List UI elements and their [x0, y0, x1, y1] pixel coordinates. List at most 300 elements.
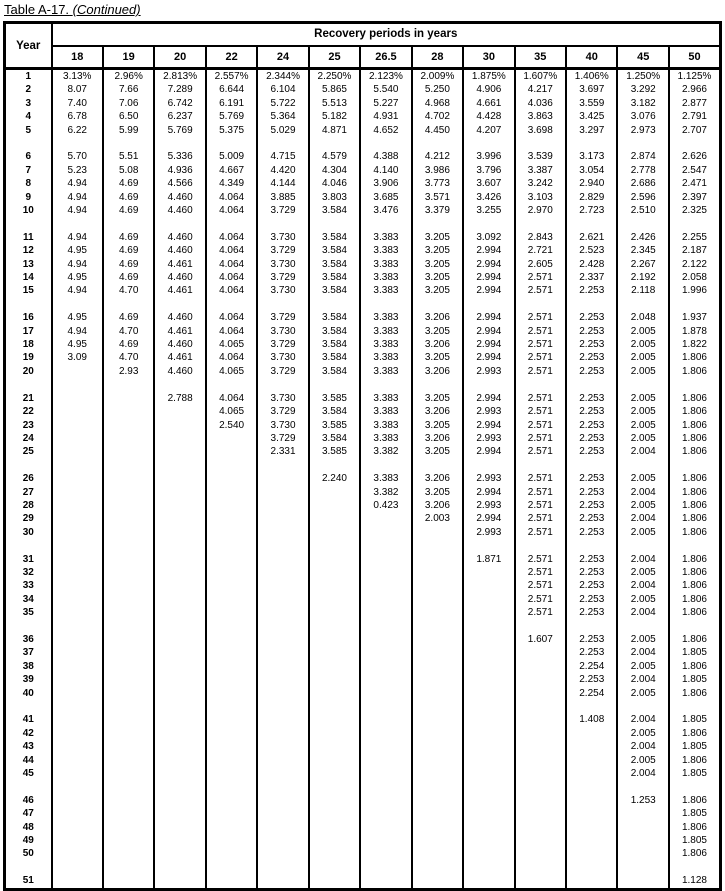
value-cell [103, 499, 154, 512]
value-cell [617, 217, 668, 230]
table-row [5, 606, 721, 619]
value-cell: 2.510 [617, 204, 668, 217]
value-cell: 2.994 [463, 351, 514, 364]
value-cell [669, 298, 721, 311]
value-cell: 5.722 [257, 97, 308, 110]
value-cell: 3.206 [412, 499, 463, 512]
table-row [5, 271, 721, 284]
value-cell [412, 660, 463, 673]
value-cell: 2.004 [617, 606, 668, 619]
year-cell [5, 861, 52, 874]
value-cell: 2.571 [515, 271, 566, 284]
value-cell: 1.806 [669, 499, 721, 512]
value-cell: 4.69 [103, 258, 154, 271]
value-cell: 4.064 [206, 244, 257, 257]
value-cell: 2.005 [617, 727, 668, 740]
value-cell [52, 512, 103, 525]
table-row [5, 673, 721, 686]
year-cell: 50 [5, 847, 52, 860]
value-cell: 3.205 [412, 392, 463, 405]
value-cell [309, 794, 360, 807]
value-cell [360, 794, 411, 807]
value-cell [52, 392, 103, 405]
value-cell [154, 700, 205, 713]
value-cell [103, 821, 154, 834]
value-cell [463, 217, 514, 230]
value-cell [412, 780, 463, 793]
value-cell: 3.425 [566, 110, 617, 123]
value-cell: 2.571 [515, 526, 566, 539]
value-cell: 3.906 [360, 177, 411, 190]
group-gap-row [5, 217, 721, 230]
value-cell: 4.661 [463, 97, 514, 110]
value-cell [463, 874, 514, 889]
value-cell: 2.993 [463, 405, 514, 418]
value-cell [463, 539, 514, 552]
value-cell: 6.191 [206, 97, 257, 110]
value-cell: 2.005 [617, 365, 668, 378]
value-cell: 5.70 [52, 150, 103, 163]
value-cell [412, 137, 463, 150]
value-cell: 3.584 [309, 258, 360, 271]
value-cell: 4.652 [360, 124, 411, 137]
year-cell: 8 [5, 177, 52, 190]
value-cell: 3.729 [257, 365, 308, 378]
table-header [5, 23, 721, 69]
value-cell [515, 298, 566, 311]
value-cell [206, 780, 257, 793]
value-cell [154, 432, 205, 445]
value-cell: 4.69 [103, 204, 154, 217]
value-cell: 3.383 [360, 338, 411, 351]
value-cell: 4.968 [412, 97, 463, 110]
value-cell: 1.607 [515, 633, 566, 646]
value-cell [360, 566, 411, 579]
value-cell: 3.383 [360, 311, 411, 324]
value-cell: 2.005 [617, 392, 668, 405]
value-cell: 3.584 [309, 244, 360, 257]
value-cell: 4.931 [360, 110, 411, 123]
value-cell: 2.003 [412, 512, 463, 525]
value-cell [360, 378, 411, 391]
value-cell [566, 861, 617, 874]
value-cell: 3.729 [257, 405, 308, 418]
value-cell [617, 378, 668, 391]
group-gap-row [5, 620, 721, 633]
value-cell [103, 700, 154, 713]
value-cell: 5.250 [412, 83, 463, 96]
value-cell: 2.254 [566, 660, 617, 673]
value-cell [617, 298, 668, 311]
value-cell [154, 539, 205, 552]
year-cell [5, 459, 52, 472]
value-cell: 1.806 [669, 512, 721, 525]
value-cell [103, 486, 154, 499]
value-cell: 4.460 [154, 191, 205, 204]
value-cell: 3.697 [566, 83, 617, 96]
value-cell [515, 378, 566, 391]
value-cell: 1.806 [669, 419, 721, 432]
value-cell: 4.69 [103, 231, 154, 244]
value-cell [257, 526, 308, 539]
value-cell [412, 673, 463, 686]
value-cell [52, 405, 103, 418]
value-cell: 2.005 [617, 432, 668, 445]
value-cell [154, 673, 205, 686]
value-cell [154, 419, 205, 432]
year-cell: 6 [5, 150, 52, 163]
value-cell [360, 740, 411, 753]
value-cell [617, 780, 668, 793]
value-cell: 2.253 [566, 593, 617, 606]
value-cell: 3.476 [360, 204, 411, 217]
value-cell: 3.383 [360, 405, 411, 418]
value-cell [463, 673, 514, 686]
value-cell [154, 579, 205, 592]
value-cell [515, 700, 566, 713]
value-cell: 1.875% [463, 69, 514, 84]
value-cell [257, 700, 308, 713]
value-cell: 4.388 [360, 150, 411, 163]
value-cell [463, 633, 514, 646]
value-cell: 2.337 [566, 271, 617, 284]
value-cell: 2.009% [412, 69, 463, 84]
value-cell: 2.004 [617, 740, 668, 753]
value-cell [309, 566, 360, 579]
value-cell: 3.383 [360, 351, 411, 364]
value-cell [360, 861, 411, 874]
value-cell [412, 526, 463, 539]
value-cell [52, 486, 103, 499]
value-cell: 2.005 [617, 499, 668, 512]
table-row [5, 767, 721, 780]
value-cell [309, 298, 360, 311]
value-cell: 4.69 [103, 244, 154, 257]
value-cell: 4.461 [154, 284, 205, 297]
value-cell [103, 660, 154, 673]
value-cell: 6.50 [103, 110, 154, 123]
year-cell: 28 [5, 499, 52, 512]
value-cell: 2.428 [566, 258, 617, 271]
value-cell [257, 713, 308, 726]
value-cell [360, 526, 411, 539]
value-cell: 3.863 [515, 110, 566, 123]
column-header: 35 [515, 46, 566, 69]
value-cell: 3.730 [257, 419, 308, 432]
value-cell: 2.571 [515, 338, 566, 351]
value-cell: 4.94 [52, 284, 103, 297]
value-cell: 2.571 [515, 486, 566, 499]
value-cell [257, 821, 308, 834]
value-cell: 4.94 [52, 258, 103, 271]
value-cell [206, 767, 257, 780]
year-cell: 39 [5, 673, 52, 686]
table-row [5, 392, 721, 405]
value-cell [257, 539, 308, 552]
value-cell: 4.217 [515, 83, 566, 96]
value-cell [52, 606, 103, 619]
column-header: 30 [463, 46, 514, 69]
value-cell [103, 847, 154, 860]
value-cell [154, 821, 205, 834]
value-cell: 3.584 [309, 284, 360, 297]
value-cell: 2.993 [463, 526, 514, 539]
value-cell [515, 767, 566, 780]
value-cell [566, 459, 617, 472]
table-row [5, 69, 721, 84]
value-cell: 3.054 [566, 164, 617, 177]
value-cell [52, 499, 103, 512]
value-cell: 4.95 [52, 338, 103, 351]
value-cell: 3.584 [309, 204, 360, 217]
value-cell [669, 861, 721, 874]
value-cell: 4.69 [103, 177, 154, 190]
value-cell [360, 606, 411, 619]
value-cell [154, 727, 205, 740]
value-cell [309, 217, 360, 230]
value-cell: 6.104 [257, 83, 308, 96]
value-cell [52, 472, 103, 485]
value-cell [412, 539, 463, 552]
value-cell: 2.829 [566, 191, 617, 204]
value-cell: 2.253 [566, 325, 617, 338]
table-row [5, 110, 721, 123]
value-cell [154, 378, 205, 391]
year-cell: 10 [5, 204, 52, 217]
value-cell [566, 620, 617, 633]
value-cell [617, 137, 668, 150]
value-cell: 2.005 [617, 325, 668, 338]
value-cell [52, 834, 103, 847]
value-cell [617, 620, 668, 633]
value-cell: 2.253 [566, 579, 617, 592]
value-cell [463, 593, 514, 606]
value-cell: 4.450 [412, 124, 463, 137]
year-cell: 19 [5, 351, 52, 364]
value-cell: 3.729 [257, 244, 308, 257]
value-cell [103, 780, 154, 793]
year-cell: 30 [5, 526, 52, 539]
value-cell: 2.004 [617, 486, 668, 499]
value-cell [257, 767, 308, 780]
value-cell: 2.004 [617, 767, 668, 780]
table-row [5, 191, 721, 204]
value-cell [617, 539, 668, 552]
value-cell [463, 606, 514, 619]
value-cell: 3.729 [257, 204, 308, 217]
year-cell [5, 298, 52, 311]
value-cell [515, 539, 566, 552]
value-cell [566, 807, 617, 820]
value-cell: 1.806 [669, 365, 721, 378]
value-cell: 2.255 [669, 231, 721, 244]
value-cell: 2.813% [154, 69, 205, 84]
value-cell [257, 834, 308, 847]
value-cell [360, 512, 411, 525]
value-cell [103, 472, 154, 485]
value-cell [566, 137, 617, 150]
value-cell [309, 579, 360, 592]
value-cell: 4.064 [206, 284, 257, 297]
value-cell [103, 834, 154, 847]
year-cell [5, 700, 52, 713]
value-cell: 2.267 [617, 258, 668, 271]
value-cell [206, 472, 257, 485]
value-cell: 3.205 [412, 258, 463, 271]
value-cell: 4.94 [52, 231, 103, 244]
value-cell: 2.005 [617, 405, 668, 418]
value-cell [52, 687, 103, 700]
value-cell [52, 137, 103, 150]
year-cell: 32 [5, 566, 52, 579]
value-cell [412, 740, 463, 753]
value-cell: 3.173 [566, 150, 617, 163]
value-cell: 4.064 [206, 271, 257, 284]
value-cell: 3.996 [463, 150, 514, 163]
value-cell: 4.906 [463, 83, 514, 96]
value-cell [206, 700, 257, 713]
value-cell [206, 740, 257, 753]
value-cell [103, 459, 154, 472]
value-cell [309, 660, 360, 673]
year-cell [5, 539, 52, 552]
value-cell: 3.585 [309, 392, 360, 405]
table-row [5, 204, 721, 217]
value-cell [463, 566, 514, 579]
value-cell: 2.005 [617, 754, 668, 767]
value-cell: 2.005 [617, 526, 668, 539]
value-cell [309, 727, 360, 740]
year-cell: 26 [5, 472, 52, 485]
value-cell [257, 579, 308, 592]
value-cell: 4.046 [309, 177, 360, 190]
value-cell [154, 526, 205, 539]
value-cell [515, 646, 566, 659]
value-cell: 2.253 [566, 646, 617, 659]
value-cell [206, 526, 257, 539]
value-cell: 2.253 [566, 673, 617, 686]
column-header: 28 [412, 46, 463, 69]
value-cell [206, 378, 257, 391]
value-cell [463, 807, 514, 820]
value-cell: 1.806 [669, 351, 721, 364]
value-cell [360, 673, 411, 686]
value-cell [206, 217, 257, 230]
value-cell: 2.253 [566, 432, 617, 445]
value-cell: 2.994 [463, 284, 514, 297]
value-cell: 3.379 [412, 204, 463, 217]
value-cell: 1.805 [669, 767, 721, 780]
value-cell: 3.387 [515, 164, 566, 177]
value-cell: 1.806 [669, 579, 721, 592]
value-cell [103, 620, 154, 633]
value-cell: 2.253 [566, 338, 617, 351]
year-cell: 43 [5, 740, 52, 753]
year-cell: 29 [5, 512, 52, 525]
value-cell: 1.805 [669, 673, 721, 686]
value-cell: 3.255 [463, 204, 514, 217]
table-row [5, 579, 721, 592]
value-cell [154, 472, 205, 485]
value-cell: 2.192 [617, 271, 668, 284]
value-cell [103, 378, 154, 391]
value-cell: 2.253 [566, 486, 617, 499]
value-cell: 2.253 [566, 606, 617, 619]
value-cell: 4.69 [103, 311, 154, 324]
value-cell: 2.345 [617, 244, 668, 257]
value-cell: 4.702 [412, 110, 463, 123]
value-cell [566, 298, 617, 311]
group-gap-row [5, 861, 721, 874]
value-cell: 4.667 [206, 164, 257, 177]
value-cell [669, 137, 721, 150]
value-cell [52, 365, 103, 378]
value-cell [206, 137, 257, 150]
value-cell [52, 445, 103, 458]
year-cell: 21 [5, 392, 52, 405]
table-row [5, 150, 721, 163]
value-cell [103, 673, 154, 686]
value-cell: 7.40 [52, 97, 103, 110]
value-cell [309, 861, 360, 874]
value-cell: 4.70 [103, 325, 154, 338]
recovery-periods-header-cell: Recovery periods in years [52, 23, 721, 46]
value-cell: 2.325 [669, 204, 721, 217]
value-cell: 3.205 [412, 486, 463, 499]
value-cell: 2.005 [617, 660, 668, 673]
value-cell: 3.205 [412, 351, 463, 364]
value-cell [617, 700, 668, 713]
value-cell: 1.406% [566, 69, 617, 84]
value-cell: 3.182 [617, 97, 668, 110]
value-cell [412, 794, 463, 807]
value-cell: 2.122 [669, 258, 721, 271]
value-cell [154, 807, 205, 820]
value-cell [154, 874, 205, 889]
table-row [5, 284, 721, 297]
value-cell: 3.383 [360, 365, 411, 378]
value-cell: 2.721 [515, 244, 566, 257]
value-cell: 7.06 [103, 97, 154, 110]
value-cell [360, 593, 411, 606]
value-cell: 4.064 [206, 351, 257, 364]
value-cell [206, 445, 257, 458]
value-cell: 5.769 [206, 110, 257, 123]
value-cell: 3.297 [566, 124, 617, 137]
value-cell [412, 606, 463, 619]
value-cell: 2.253 [566, 472, 617, 485]
value-cell [257, 553, 308, 566]
value-cell [257, 794, 308, 807]
value-cell [154, 566, 205, 579]
page-title-continued: (Continued) [72, 2, 141, 17]
value-cell [617, 847, 668, 860]
value-cell: 3.607 [463, 177, 514, 190]
value-cell [463, 579, 514, 592]
year-cell: 1 [5, 69, 52, 84]
value-cell: 1.805 [669, 713, 721, 726]
value-cell: 1.822 [669, 338, 721, 351]
value-cell: 4.064 [206, 325, 257, 338]
value-cell [412, 874, 463, 889]
value-cell [257, 512, 308, 525]
value-cell [463, 794, 514, 807]
value-cell: 4.579 [309, 150, 360, 163]
value-cell [463, 861, 514, 874]
value-cell [463, 834, 514, 847]
value-cell [566, 847, 617, 860]
value-cell [257, 660, 308, 673]
